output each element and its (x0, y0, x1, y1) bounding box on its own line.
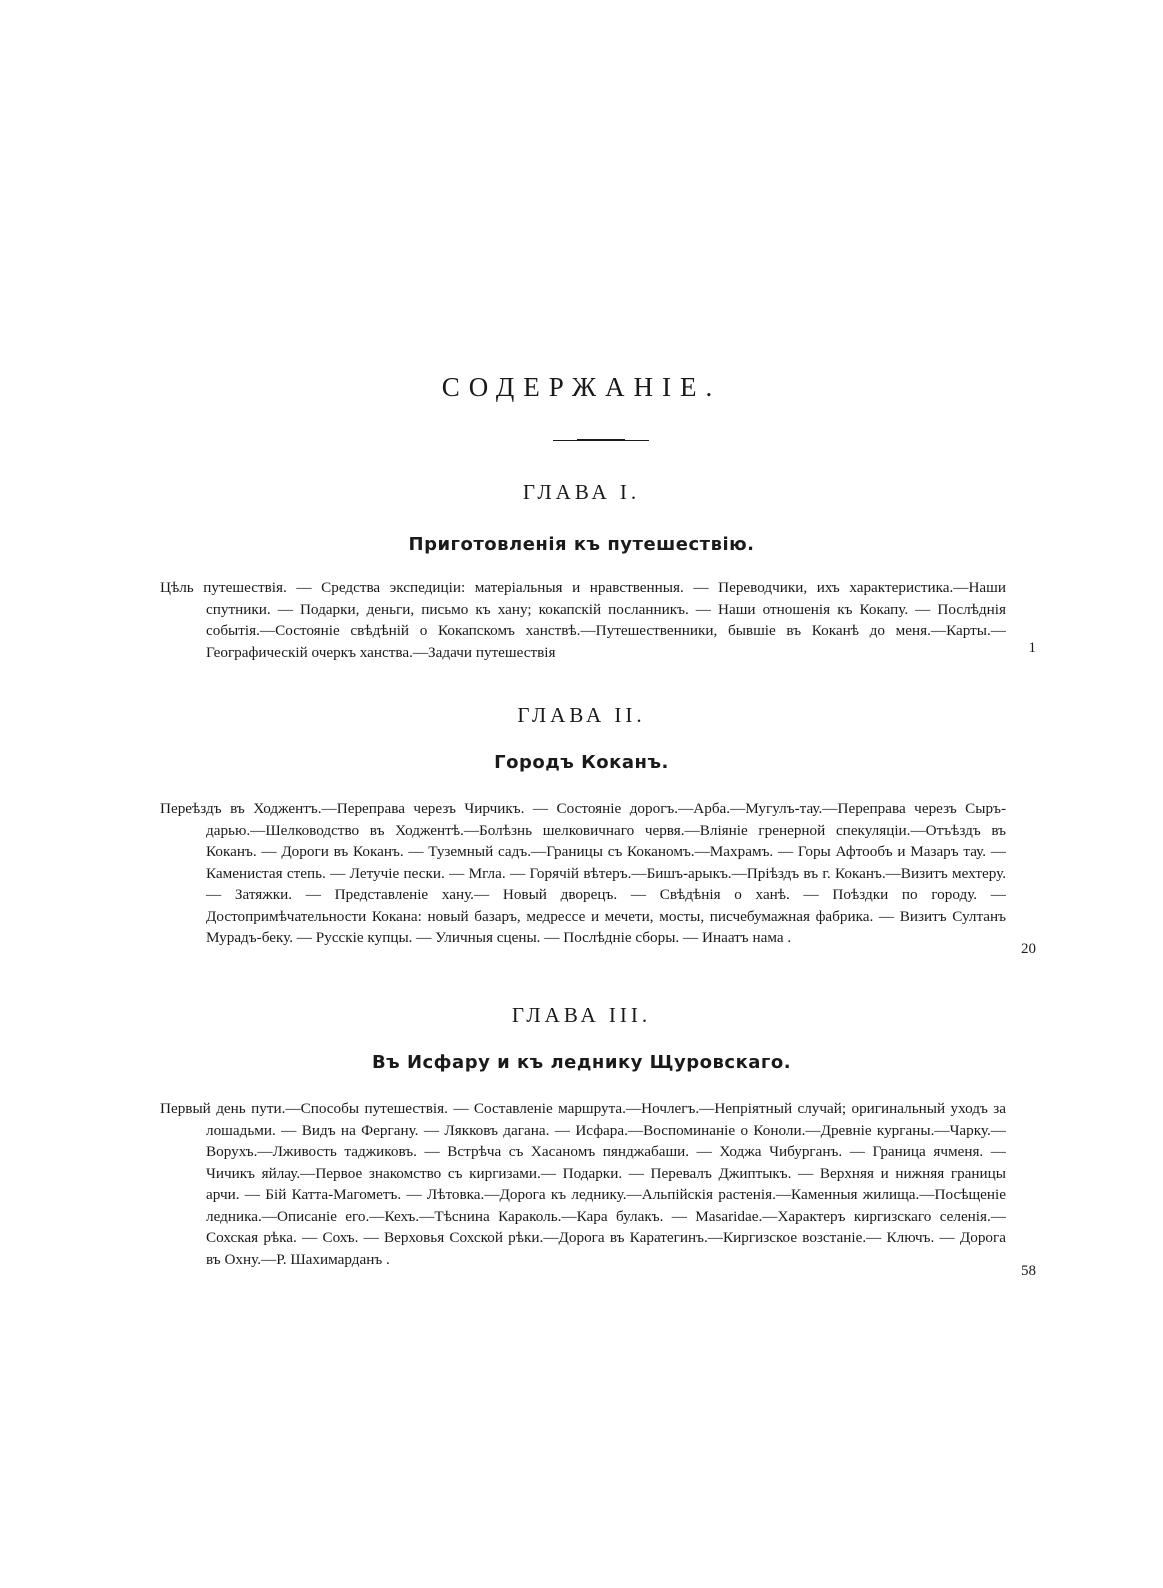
chapter-2-page-number: 20 (1021, 941, 1036, 957)
chapter-1-page-number: 1 (1028, 640, 1036, 656)
chapter-1-heading: ГЛАВА I. (522, 480, 641, 504)
chapter-3-page-number: 58 (1021, 1263, 1036, 1279)
chapter-3-summary: Первый день пути.—Способы путешествія. — Составленіе маршрута.—Ночлегъ.—Непріятный случай; оригинальный уходъ за лошадьми. — Видъ на Фергану. — Лякковъ дагана. — Исфара.—Воспоминаніе о Коноли.—Древніе курганы.—Чарку.—Ворухъ.—Лживость таджиковъ. — Встрѣча съ Хасаномъ пянджабаши. — Ходжа Чибурганъ. — Граница ячменя. — Чичикъ яйлау.—Первое знакомство съ киргизами.— Подарки. — Перевалъ Джиптыкъ. — Верхняя и нижняя границы арчи. — Бій Катта-Магометъ. — Лѣтовка.—Дорога къ леднику.—Альпійскія растенія.—Каменныя жилища.—Посѣщеніе ледника.—Описаніе его.—Кехъ.—Тѣснина Караколь.—Кара булакъ. — Masaridae.—Характеръ киргизскаго селенія.— Сохская рѣка. — Сохъ. — Верховья Сохской рѣки.—Дорога въ Каратегинъ.—Киргизское возстаніе.— Ключъ. — Дорога въ Охну.—Р. Шахимарданъ . (160, 1100, 1006, 1268)
chapter-1-summary: Цѣль путешествія. — Средства экспедиціи: матеріальныя и нравственныя. — Переводчики, ихъ характеристика.—Наши спутники. — Подарки, деньги, письмо къ хану; кокапскій посланникъ. — Наши отношенія къ Кокапу. — Послѣднія событія.—Состояніе свѣдѣній о Кокапскомъ ханствѣ.—Путешественники, бывшіе въ Коканѣ до меня.—Карты.—Географическій очеркъ ханства.—Задачи путешествія (160, 579, 1006, 661)
chapter-1-subtitle: Приготовленія къ путешествію. (408, 534, 755, 555)
chapter-2-subtitle: Городъ Коканъ. (494, 752, 669, 773)
chapter-3-subtitle: Въ Исфару и къ леднику Щуровскаго. (371, 1052, 792, 1073)
chapter-2-summary: Переѣздъ въ Ходжентъ.—Переправа черезъ Чирчикъ. — Состояніе дорогъ.—Арба.—Мугулъ-тау.—Переправа черезъ Сыръ-дарью.—Шелководство въ Ходжентѣ.—Болѣзнь шелковичнаго червя.—Вліяніе гренерной спекуляціи.—Отъѣздъ въ Коканъ. — Дороги въ Коканъ. — Туземный садъ.—Границы съ Коканомъ.—Махрамъ. — Горы Афтообъ и Мазаръ тау. — Каменистая степь. — Летучіе пески. — Мгла. — Горячій вѣтеръ.—Бишъ-арыкъ.—Пріѣздъ въ г. Коканъ.—Визитъ мехтеру. — Затяжки. — Представленіе хану.— Новый дворецъ. — Свѣдѣнія о ханѣ. — Поѣздки по городу. — Достопримѣчательности Кокана: новый базаръ, медрессе и мечети, мосты, писчебумажная фабрика. — Визитъ Султанъ Мурадъ-беку. — Русскіе купцы. — Уличныя сцены. — Послѣдніе сборы. — Инаатъ нама . (160, 800, 1006, 946)
title-divider (553, 440, 649, 441)
page-title: СОДЕРЖАНІЕ. (441, 372, 722, 402)
chapter-2-heading: ГЛАВА II. (517, 703, 646, 727)
chapter-3-heading: ГЛАВА III. (511, 1003, 652, 1027)
